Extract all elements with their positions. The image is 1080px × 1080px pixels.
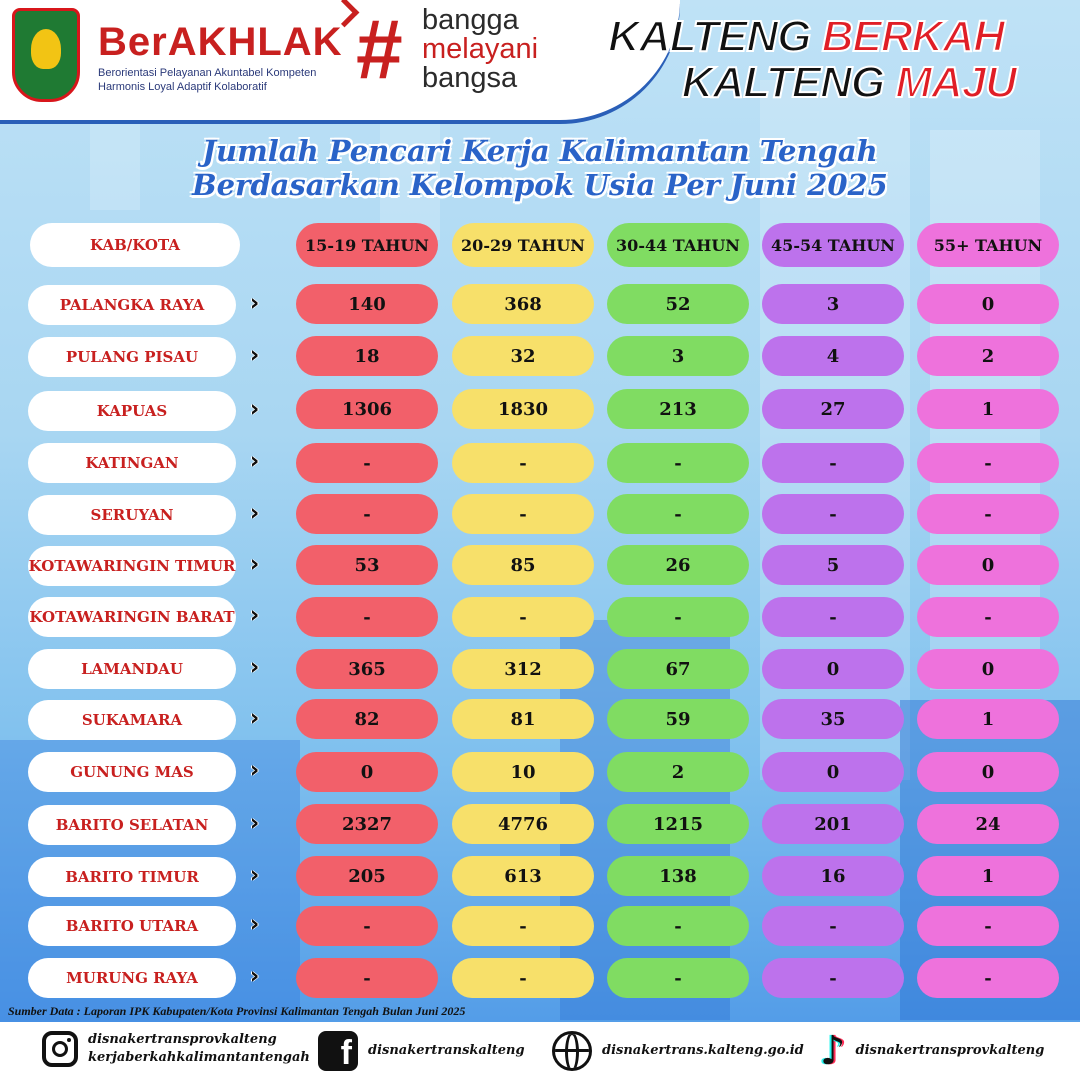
table-cell: 201 <box>762 804 904 844</box>
table-cell: - <box>452 443 594 483</box>
row-label: BARITO TIMUR <box>28 857 236 897</box>
column-header: 30-44 TAHUN <box>607 223 749 267</box>
instagram-handle: kerjaberkahkalimantantengah <box>88 1050 310 1065</box>
instagram-handle: disnakertransprovkalteng <box>88 1032 277 1047</box>
slogan-line-1 <box>608 14 1004 60</box>
table-cell: 0 <box>762 649 904 689</box>
page-title-line: Jumlah Pencari Kerja Kalimantan Tengah <box>202 134 878 168</box>
facebook-handle: disnakertranskalteng <box>368 1043 525 1058</box>
table-cell: 59 <box>607 699 749 739</box>
table-cell: 16 <box>762 856 904 896</box>
table-cell: 27 <box>762 389 904 429</box>
table-cell: - <box>917 597 1059 637</box>
table-cell: - <box>607 958 749 998</box>
table-cell: 365 <box>296 649 438 689</box>
column-header: 55+ TAHUN <box>917 223 1059 267</box>
table-cell: 2 <box>917 336 1059 376</box>
row-label: PALANGKA RAYA <box>28 285 236 325</box>
table-cell: 52 <box>607 284 749 324</box>
table-cell: 138 <box>607 856 749 896</box>
table-cell: - <box>917 906 1059 946</box>
table-cell: 1 <box>917 389 1059 429</box>
data-source-note: Sumber Data : Laporan IPK Kabupaten/Kota Provinsi Kalimantan Tengah Bulan Juni 2025 <box>8 1004 466 1018</box>
berakhlak-tagline <box>98 66 358 94</box>
table-cell: - <box>607 597 749 637</box>
website-url: disnakertrans.kalteng.go.id <box>602 1043 804 1058</box>
row-label: KOTAWARINGIN TIMUR <box>28 546 236 586</box>
header-banner <box>0 0 680 120</box>
row-label: BARITO UTARA <box>28 906 236 946</box>
table-cell: - <box>607 443 749 483</box>
tiktok-handle: disnakertransprovkalteng <box>855 1043 1045 1058</box>
page-title <box>0 134 1080 202</box>
table-cell: - <box>296 597 438 637</box>
kalteng-slogan <box>608 12 1016 107</box>
table-cell: - <box>917 494 1059 534</box>
table-cell: 67 <box>607 649 749 689</box>
berakhlak-tagline-line: Berorientasi Pelayanan Akuntabel Kompeten <box>98 67 317 79</box>
facebook-link[interactable] <box>318 1031 525 1071</box>
column-header: 20-29 TAHUN <box>452 223 594 267</box>
table-cell: 613 <box>452 856 594 896</box>
hashtag-icon: # <box>356 2 403 96</box>
table-cell: - <box>607 906 749 946</box>
table-cell: 0 <box>762 752 904 792</box>
table-cell: - <box>917 443 1059 483</box>
row-label: GUNUNG MAS <box>28 752 236 792</box>
tiktok-link[interactable] <box>820 1028 1045 1074</box>
row-label: MURUNG RAYA <box>28 958 236 998</box>
table-cell: - <box>762 958 904 998</box>
table-cell: 1 <box>917 856 1059 896</box>
column-header: 45-54 TAHUN <box>762 223 904 267</box>
table-cell: 213 <box>607 389 749 429</box>
table-cell: 81 <box>452 699 594 739</box>
bangga-melayani-bangsa-logo <box>422 6 538 93</box>
table-cell: 0 <box>296 752 438 792</box>
row-label: SUKAMARA <box>28 700 236 740</box>
table-cell: 0 <box>917 752 1059 792</box>
slogan-word: MAJU <box>895 58 1016 107</box>
table-cell: 35 <box>762 699 904 739</box>
table-cell: - <box>452 597 594 637</box>
row-label: BARITO SELATAN <box>28 805 236 845</box>
table-cell: 85 <box>452 545 594 585</box>
table-cell: 1215 <box>607 804 749 844</box>
row-label: KATINGAN <box>28 443 236 483</box>
tiktok-icon: ♪ <box>820 1028 846 1074</box>
table-cell: 3 <box>607 336 749 376</box>
table-cell: 53 <box>296 545 438 585</box>
instagram-link[interactable] <box>42 1031 310 1067</box>
globe-icon <box>552 1031 592 1071</box>
row-label: KOTAWARINGIN BARAT <box>28 597 236 637</box>
table-cell: 368 <box>452 284 594 324</box>
table-cell: - <box>762 597 904 637</box>
row-label: SERUYAN <box>28 495 236 535</box>
facebook-icon: f <box>318 1031 358 1071</box>
tagline-word: bangga <box>422 4 519 36</box>
website-link[interactable] <box>552 1031 804 1071</box>
table-cell: - <box>296 958 438 998</box>
table-cell: 5 <box>762 545 904 585</box>
table-cell: - <box>452 494 594 534</box>
page-title-line: Berdasarkan Kelompok Usia Per Juni 2025 <box>192 168 888 202</box>
table-cell: 0 <box>917 284 1059 324</box>
table-cell: 18 <box>296 336 438 376</box>
table-cell: - <box>607 494 749 534</box>
table-cell: 2327 <box>296 804 438 844</box>
table-cell: - <box>452 906 594 946</box>
row-label: LAMANDAU <box>28 649 236 689</box>
slogan-word: KALTENG <box>608 12 811 61</box>
berakhlak-logo: BerAKHLAK <box>98 20 343 64</box>
table-cell: 10 <box>452 752 594 792</box>
instagram-icon <box>42 1031 78 1067</box>
table-cell: 2 <box>607 752 749 792</box>
tagline-word: bangsa <box>422 62 518 94</box>
table-cell: - <box>762 494 904 534</box>
footer-bar <box>0 1022 1080 1080</box>
table-cell: 32 <box>452 336 594 376</box>
slogan-word: KALTENG <box>681 58 885 107</box>
table-cell: 1 <box>917 699 1059 739</box>
province-emblem-icon <box>12 8 80 102</box>
row-label: PULANG PISAU <box>28 337 236 377</box>
table-cell: 140 <box>296 284 438 324</box>
table-cell: - <box>452 958 594 998</box>
table-cell: - <box>762 906 904 946</box>
instagram-handles <box>88 1031 310 1067</box>
column-header: 15-19 TAHUN <box>296 223 438 267</box>
table-cell: 24 <box>917 804 1059 844</box>
column-header-kab-kota: KAB/KOTA <box>30 223 240 267</box>
table-cell: 4776 <box>452 804 594 844</box>
row-label: KAPUAS <box>28 391 236 431</box>
table-cell: - <box>762 443 904 483</box>
tagline-word: melayani <box>422 33 539 65</box>
table-cell: 82 <box>296 699 438 739</box>
table-cell: - <box>296 494 438 534</box>
berakhlak-tagline-line: Harmonis Loyal Adaptif Kolaboratif <box>98 81 267 93</box>
table-cell: 205 <box>296 856 438 896</box>
table-cell: 3 <box>762 284 904 324</box>
slogan-word: BERKAH <box>821 12 1004 61</box>
table-cell: - <box>296 906 438 946</box>
table-cell: 1306 <box>296 389 438 429</box>
table-cell: 26 <box>607 545 749 585</box>
table-cell: 1830 <box>452 389 594 429</box>
table-cell: - <box>917 958 1059 998</box>
table-cell: 4 <box>762 336 904 376</box>
table-cell: 312 <box>452 649 594 689</box>
table-cell: 0 <box>917 545 1059 585</box>
slogan-line-2 <box>608 60 1016 106</box>
table-cell: 0 <box>917 649 1059 689</box>
table-cell: - <box>296 443 438 483</box>
